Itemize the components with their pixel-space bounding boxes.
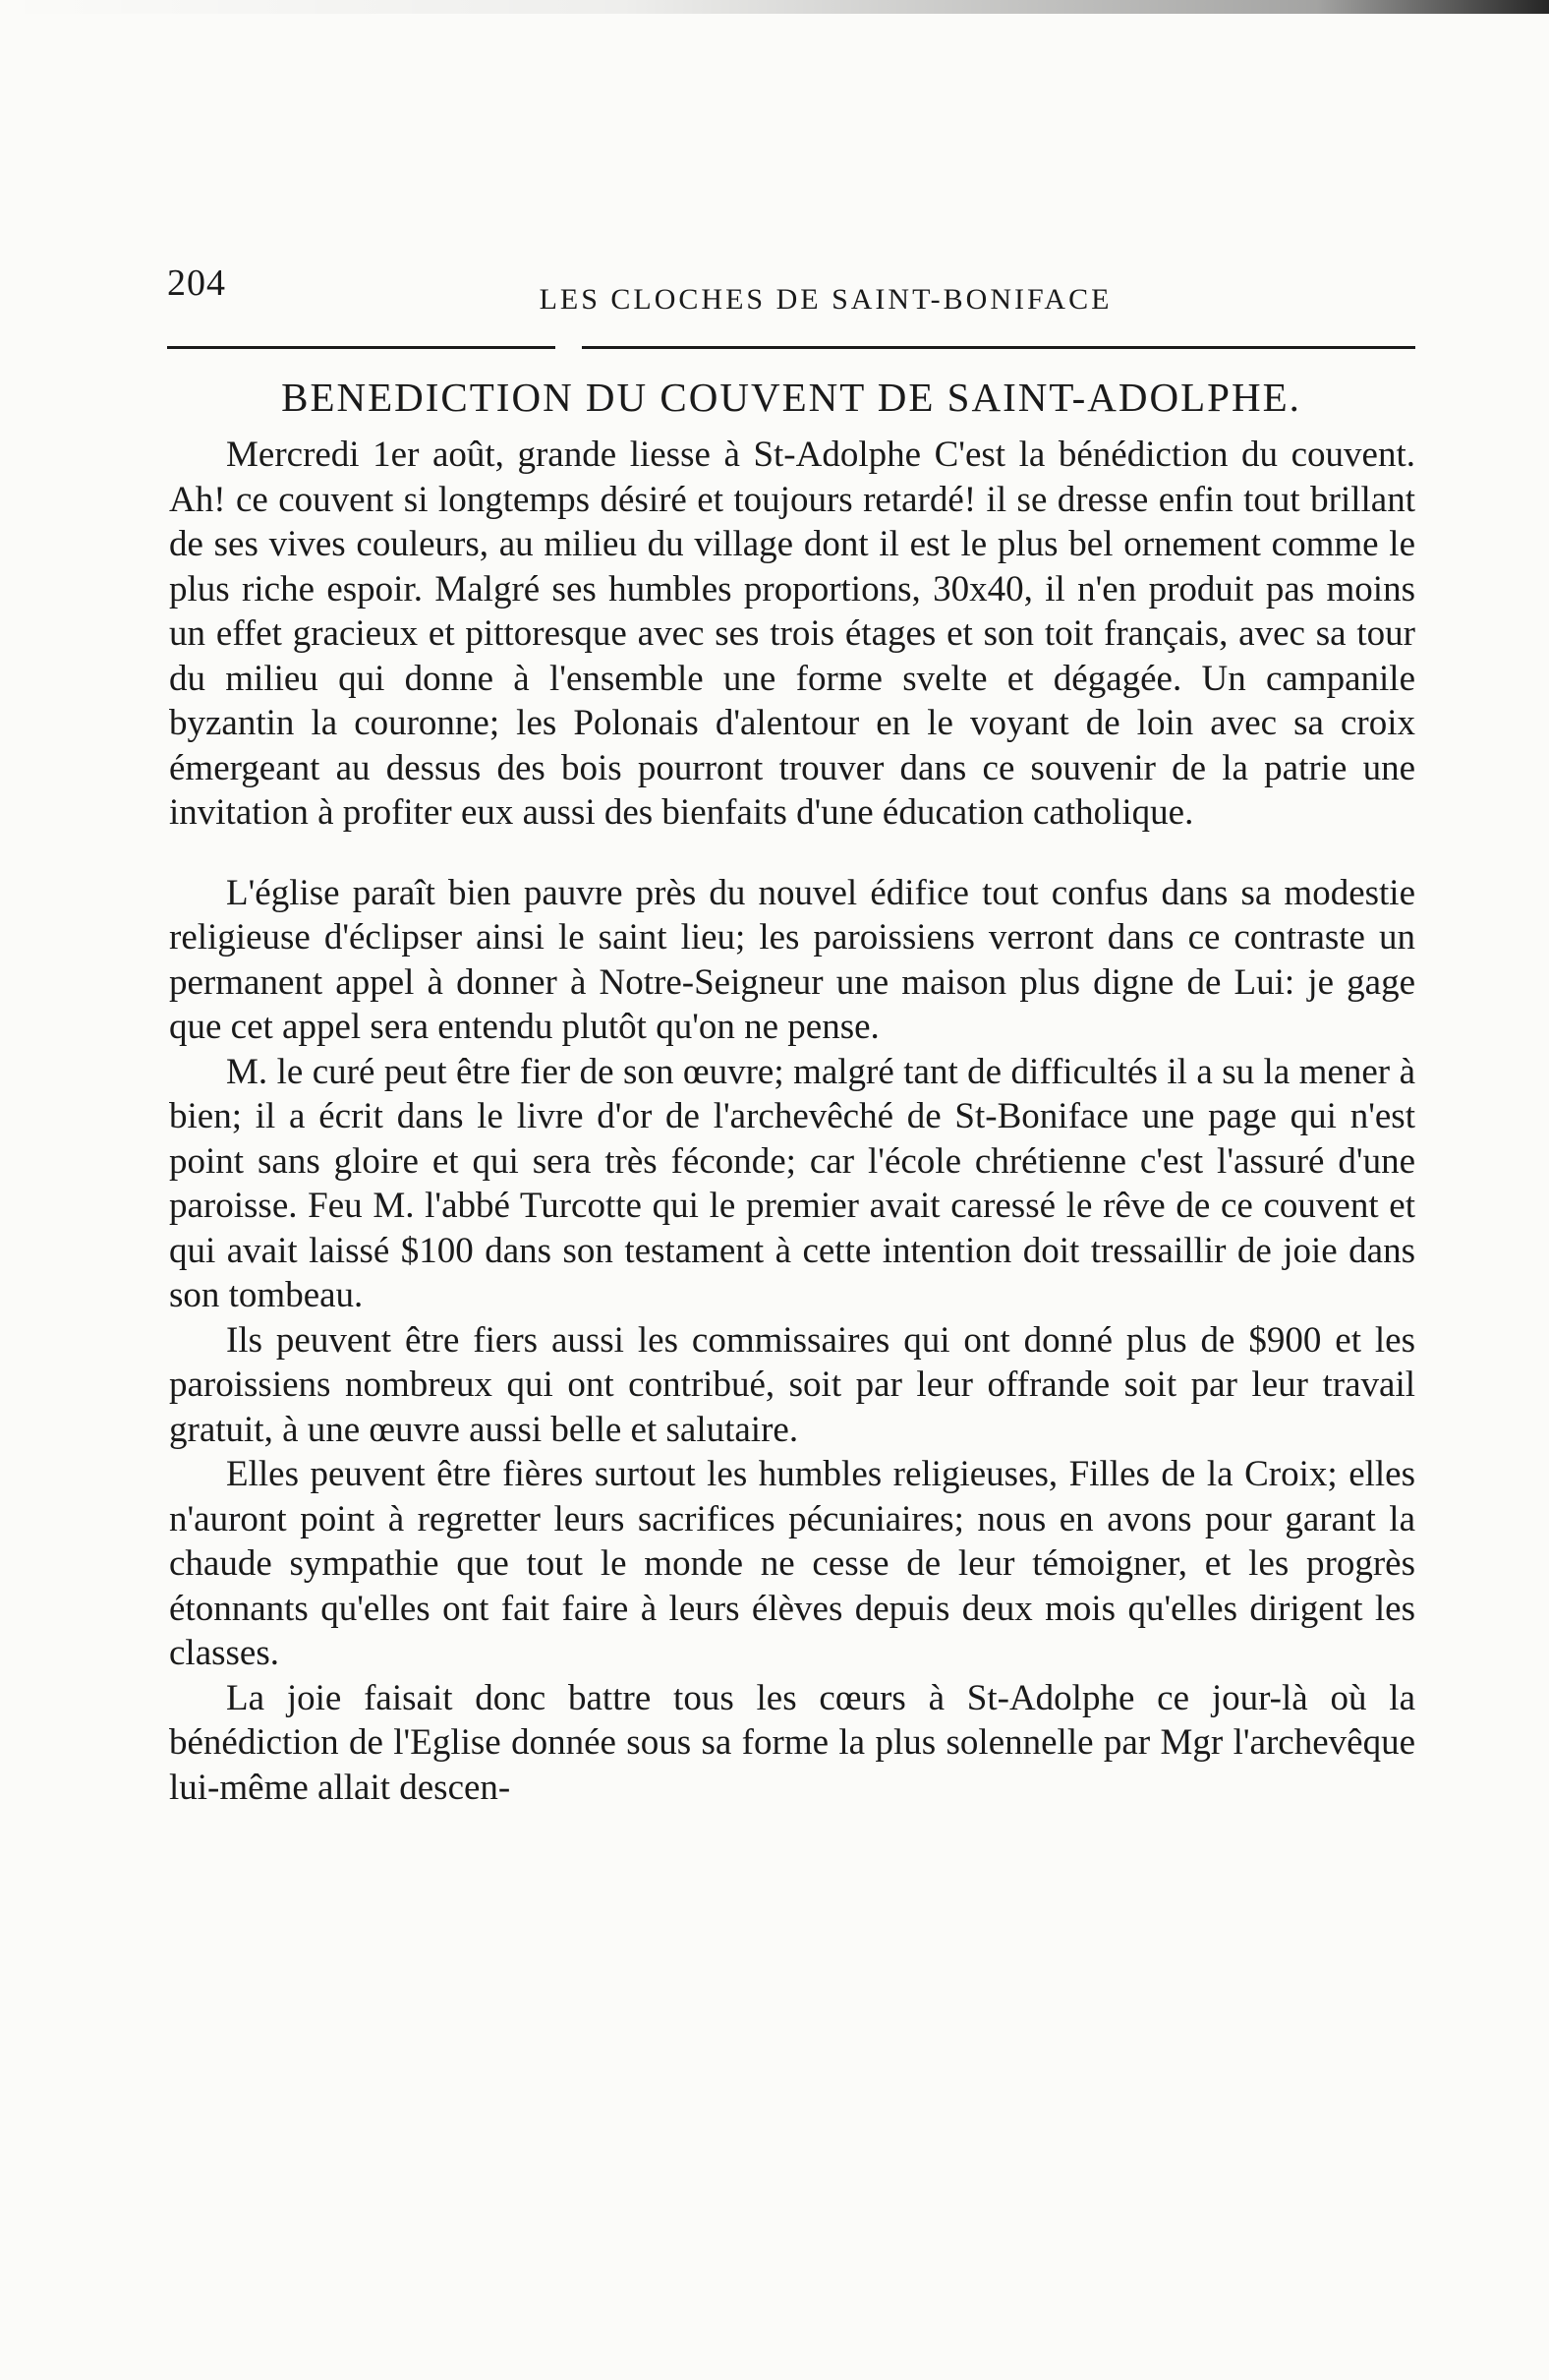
article-body [169, 433, 1415, 1810]
page-number: 204 [167, 262, 226, 304]
paragraph: La joie faisait donc battre tous les cœurs à St-Adolphe ce jour-là où la bénédiction de l'Eglise donnée sous sa forme la plus solennelle par Mgr l'archevêque lui-même allait descen- [169, 1677, 1415, 1808]
paragraph: Ils peuvent être fiers aussi les commissaires qui ont donné plus de $900 et les paroissiens nombreux qui ont contribué, soit par leur offrande soit par leur travail gratuit, à une œuvre aussi belle et salutaire. [169, 1319, 1415, 1450]
paragraph: L'église paraît bien pauvre près du nouvel édifice tout confus dans sa modestie religieuse d'éclipser ainsi le saint lieu; les paroissiens verront dans ce contraste un permanent appel à donner à Notre-Seigneur une maison plus digne de Lui: je gage que cet appel sera entendu plutôt qu'on ne pense. [169, 872, 1415, 1047]
paragraph: Elles peuvent être fières surtout les humbles religieuses, Filles de la Croix; elles n'auront point à regretter leurs sacrifices pécuniaires; nous en avons pour garant la chaude sympathie que tout le monde ne cesse de leur témoigner, et les progrès étonnants qu'elles ont fait faire à leurs élèves depuis deux mois qu'elles dirigent les classes. [169, 1454, 1415, 1673]
header-rule-right [582, 346, 1415, 349]
section-title: BENEDICTION DU COUVENT DE SAINT-ADOLPHE. [281, 375, 1301, 420]
paragraph: Mercredi 1er août, grande liesse à St-Adolphe C'est la bénédiction du couvent. Ah! ce couvent si longtemps désiré et toujours retardé! il se dresse enfin tout brillant de ses vives couleurs, au milieu du village dont il est le plus bel ornement comme le plus riche espoir. Malgré ses humbles proportions, 30x40, il n'en produit pas moins un effet gracieux et pittoresque avec ses trois étages et son toit français, avec sa tour du milieu qui donne à l'ensemble une forme svelte et dégagée. Un campanile byzantin la couronne; les Polonais d'alentour en le voyant de loin avec sa croix émergeant au dessus des bois pourront trouver dans ce souvenir de la patrie une invitation à profiter eux aussi des bienfaits d'une éducation catholique. [169, 435, 1415, 833]
running-head: LES CLOCHES DE SAINT-BONIFACE [539, 283, 1113, 316]
scan-edge-shadow [0, 0, 1549, 14]
paragraph: M. le curé peut être fier de son œuvre; malgré tant de difficultés il a su la mener à bien; il a écrit dans le livre d'or de l'archevêché de St-Boniface une page qui n'est point sans gloire et qui sera très féconde; car l'école chrétienne c'est l'assuré d'une paroisse. Feu M. l'abbé Turcotte qui le premier avait caressé le rêve de ce couvent et qui avait laissé $100 dans son testament à cette intention doit tressaillir de joie dans son tombeau. [169, 1051, 1415, 1315]
header-rule-left [167, 346, 555, 349]
page-header [167, 261, 1415, 320]
